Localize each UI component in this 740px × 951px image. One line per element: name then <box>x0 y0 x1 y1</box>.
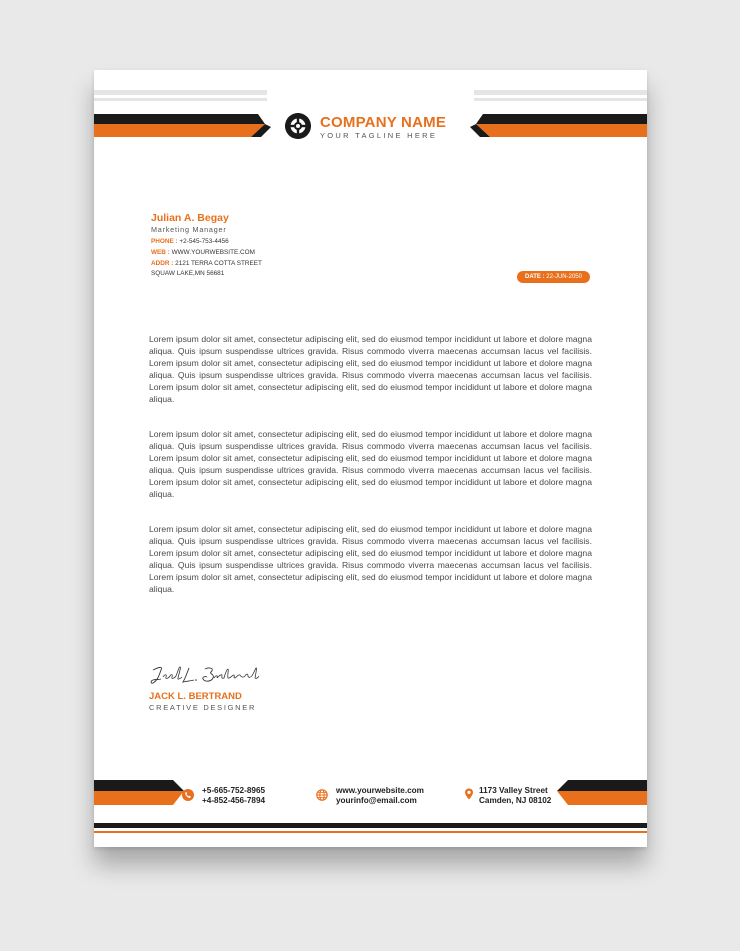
company-tagline: YOUR TAGLINE HERE <box>320 131 438 140</box>
sender-phone: +2-545-753-4456 <box>179 238 229 245</box>
body-paragraph-1: Lorem ipsum dolor sit amet, consectetur adipiscing elit, sed do eiusmod tempor incididunt ut labore et dolore magna aliqua. Quis ipsum suspendisse ultrices gravida. Risus commodo viverra maecenas accumsan lacus vel facilisis. Lorem ipsum dolor sit amet, consectetur adipiscing elit, sed do eiusmod tempor incididunt ut labore et dolore magna aliqua. Quis ipsum suspendisse ultrices gravida. Risus commodo viverra maecenas accumsan lacus vel facilisis. Lorem ipsum dolor sit amet, consectetur adipiscing elit, sed do eiusmod tempor incididunt ut labore et dolore magna aliqua. <box>149 334 592 404</box>
body-paragraph-3: Lorem ipsum dolor sit amet, consectetur adipiscing elit, sed do eiusmod tempor incididunt ut labore et dolore magna aliqua. Quis ipsum suspendisse ultrices gravida. Risus commodo viverra maecenas accumsan lacus vel facilisis. Lorem ipsum dolor sit amet, consectetur adipiscing elit, sed do eiusmod tempor incididunt ut labore et dolore magna aliqua. Quis ipsum suspendisse ultrices gravida. Risus commodo viverra maecenas accumsan lacus vel facilisis. Lorem ipsum dolor sit amet, consectetur adipiscing elit, sed do eiusmod tempor incididunt ut labore et dolore magna aliqua. <box>149 524 592 594</box>
map-pin-icon <box>463 788 475 800</box>
body-paragraph-2: Lorem ipsum dolor sit amet, consectetur adipiscing elit, sed do eiusmod tempor incididunt ut labore et dolore magna aliqua. Quis ipsum suspendisse ultrices gravida. Risus commodo viverra maecenas accumsan lacus vel facilisis. Lorem ipsum dolor sit amet, consectetur adipiscing elit, sed do eiusmod tempor incididunt ut labore et dolore magna aliqua. Quis ipsum suspendisse ultrices gravida. Risus commodo viverra maecenas accumsan lacus vel facilisis. Lorem ipsum dolor sit amet, consectetur adipiscing elit, sed do eiusmod tempor incididunt ut labore et dolore magna aliqua. <box>149 429 592 499</box>
letterhead-page <box>94 70 647 847</box>
globe-icon <box>316 789 328 801</box>
date-badge <box>517 271 590 283</box>
phone-icon <box>182 789 194 801</box>
sender-address-2: SQUAW LAKE,MN 56681 <box>151 270 225 277</box>
sender-web-line <box>151 249 255 256</box>
date-value: 22-JUN-2050 <box>546 274 582 280</box>
footer-website: www.yourwebsite.com <box>336 786 424 795</box>
footer-address-1: 1173 Valley Street <box>479 786 548 795</box>
web-label: WEB : <box>151 249 170 256</box>
signer-title: CREATIVE DESIGNER <box>149 703 257 712</box>
handwritten-signature <box>149 664 261 686</box>
phone-label: PHONE : <box>151 238 178 245</box>
company-name: COMPANY NAME <box>320 114 447 131</box>
sender-web: WWW.YOURWEBSITE.COM <box>171 249 255 256</box>
sender-address-line <box>151 260 262 267</box>
footer-address-2: Camden, NJ 08102 <box>479 796 552 805</box>
sender-title: Marketing Manager <box>151 225 227 234</box>
addr-label: ADDR : <box>151 260 174 267</box>
date-label: DATE : <box>525 274 545 280</box>
sender-name: Julian A. Begay <box>151 212 229 224</box>
footer-phone-1: +5-665-752-8965 <box>202 786 266 795</box>
footer-phone-2: +4-852-456-7894 <box>202 796 266 805</box>
target-circle-icon <box>284 112 312 140</box>
sender-phone-line <box>151 238 229 245</box>
signer-name: JACK L. BERTRAND <box>149 691 242 702</box>
footer-email: yourinfo@email.com <box>336 796 417 805</box>
sender-address-1: 2121 TERRA COTTA STREET <box>175 260 262 267</box>
